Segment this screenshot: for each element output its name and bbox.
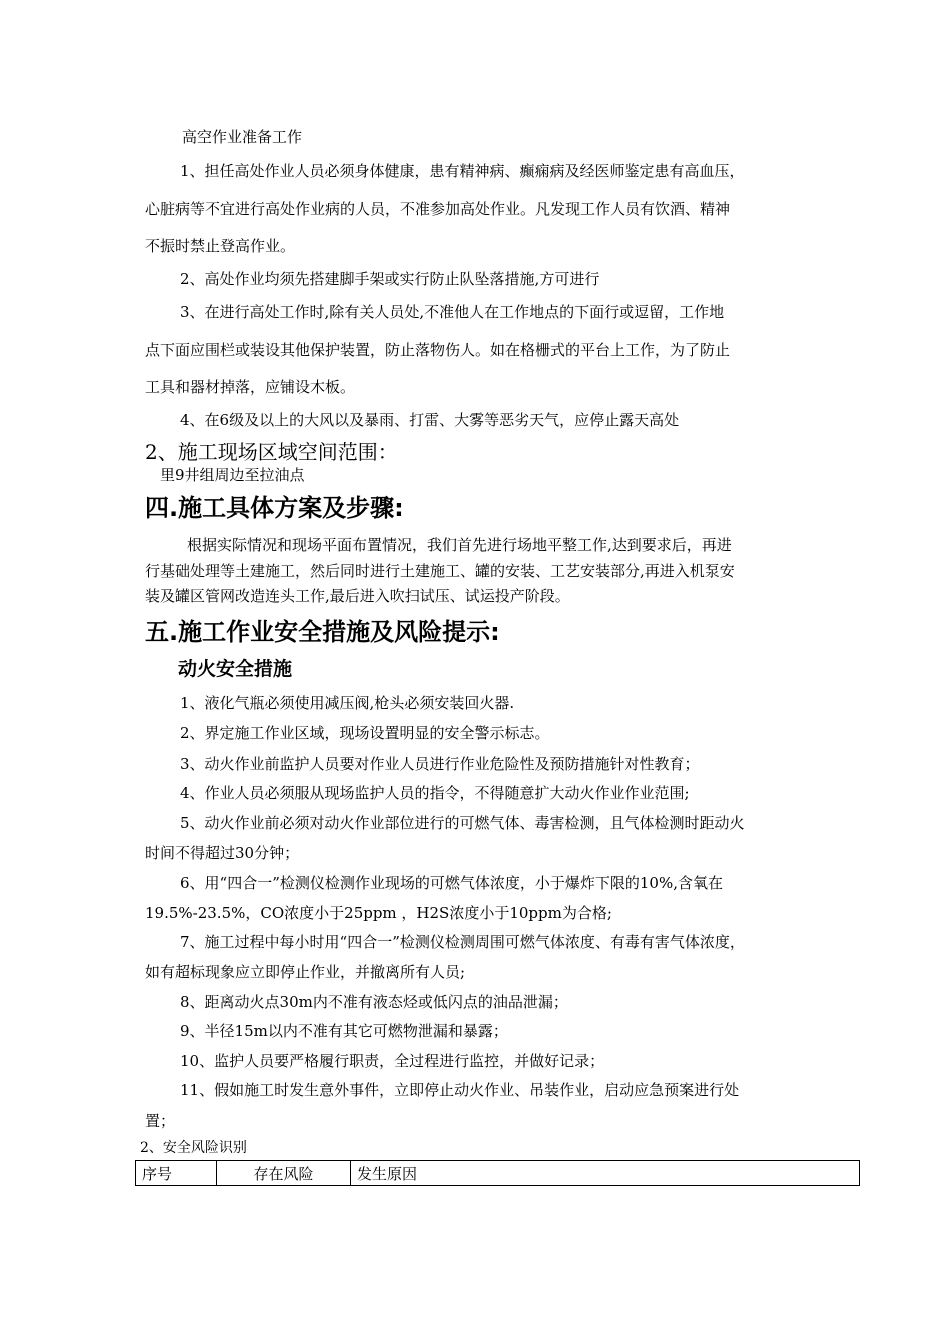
- high-work-line-8: 4、在6级及以上的大风以及暴雨、打雷、大雾等恶劣天气，应停止露天高处: [180, 411, 680, 429]
- high-work-title: 高空作业准备工作: [182, 128, 303, 146]
- hot-work-line-1: 1、液化气瓶必须使用减压阀,枪头必须安装回火器.: [180, 694, 515, 712]
- hot-work-line-10: 如有超标现象应立即停止作业，并撤离所有人员;: [145, 963, 466, 981]
- section-four-line-3: 装及罐区管网改造连头工作,最后进入吹扫试压、试运投产阶段。: [145, 587, 570, 605]
- high-work-line-5: 3、在进行高处工作时,除有关人员处,不准他人在工作地点的下面行或逗留，工作地: [180, 303, 725, 321]
- hot-work-line-5: 5、动火作业前必须对动火作业部位进行的可燃气体、毒害检测，且气体检测时距动火: [180, 814, 745, 832]
- hot-work-line-12: 9、半径15m以内不准有其它可燃物泄漏和暴露；: [180, 1022, 508, 1040]
- section-five-heading: 五.施工作业安全措施及风险提示:: [145, 618, 500, 646]
- hot-work-line-4: 4、作业人员必须服从现场监护人员的指令，不得随意扩大动火作业作业范围;: [180, 784, 690, 802]
- table-header-cell: 发生原因: [351, 1161, 860, 1186]
- hot-work-line-9: 7、施工过程中每小时用“四合一”检测仪检测周围可燃气体浓度、有毒有害气体浓度，: [180, 933, 745, 951]
- hot-work-line-15: 置；: [145, 1112, 176, 1130]
- high-work-line-1: 1、担任高处作业人员必须身体健康，患有精神病、癫痫病及经医师鉴定患有高血压，: [180, 162, 745, 180]
- risk-identification-title: 2、安全风险识别: [140, 1140, 247, 1156]
- hot-work-line-8: 19.5%-23.5%，CO浓度小于25ppm ，H2S浓度小于10ppm为合格;: [145, 904, 612, 922]
- high-work-line-7: 工具和器材掉落，应铺设木板。: [145, 378, 356, 396]
- risk-table: [135, 1160, 860, 1186]
- table-row: [136, 1161, 860, 1186]
- section-four-heading: 四.施工具体方案及步骤:: [145, 494, 404, 522]
- area-heading: 2、施工现场区域空间范围：: [145, 440, 398, 464]
- table-header-cell: 序号: [136, 1161, 217, 1186]
- section-four-line-1: 根据实际情况和现场平面布置情况，我们首先进行场地平整工作,达到要求后，再进: [187, 536, 732, 554]
- high-work-line-2: 心脏病等不宜进行高处作业病的人员，不准参加高处作业。凡发现工作人员有饮酒、精神: [145, 200, 731, 218]
- high-work-line-4: 2、高处作业均须先搭建脚手架或实行防止队坠落措施,方可进行: [180, 270, 600, 288]
- hot-work-line-11: 8、距离动火点30m内不准有液态烃或低闪点的油品泄漏；: [180, 993, 568, 1011]
- hot-work-line-13: 10、监护人员要严格履行职责，全过程进行监控，并做好记录；: [180, 1052, 605, 1070]
- hot-work-subheading: 动火安全措施: [178, 658, 293, 680]
- hot-work-line-7: 6、用“四合一”检测仪检测作业现场的可燃气体浓度，小于爆炸下限的10%,含氧在: [180, 874, 723, 892]
- hot-work-line-2: 2、界定施工作业区域，现场设置明显的安全警示标志。: [180, 724, 550, 742]
- hot-work-line-6: 时间不得超过30分钟；: [145, 844, 300, 862]
- hot-work-line-14: 11、假如施工时发生意外事件，立即停止动火作业、吊装作业，启动应急预案进行处: [180, 1081, 740, 1099]
- section-four-line-2: 行基础处理等土建施工，然后同时进行土建施工、罐的安装、工艺安装部分,再进入机泵安: [145, 562, 735, 580]
- table-header-cell: 存在风险: [217, 1161, 351, 1186]
- area-text: 里9井组周边至拉油点: [160, 466, 305, 484]
- hot-work-line-3: 3、动火作业前监护人员要对作业人员进行作业危险性及预防措施针对性教育；: [180, 755, 700, 773]
- high-work-line-3: 不振时禁止登高作业。: [145, 237, 296, 255]
- high-work-line-6: 点下面应围栏或装设其他保护装置，防止落物伤人。如在格栅式的平台上工作，为了防止: [145, 341, 731, 359]
